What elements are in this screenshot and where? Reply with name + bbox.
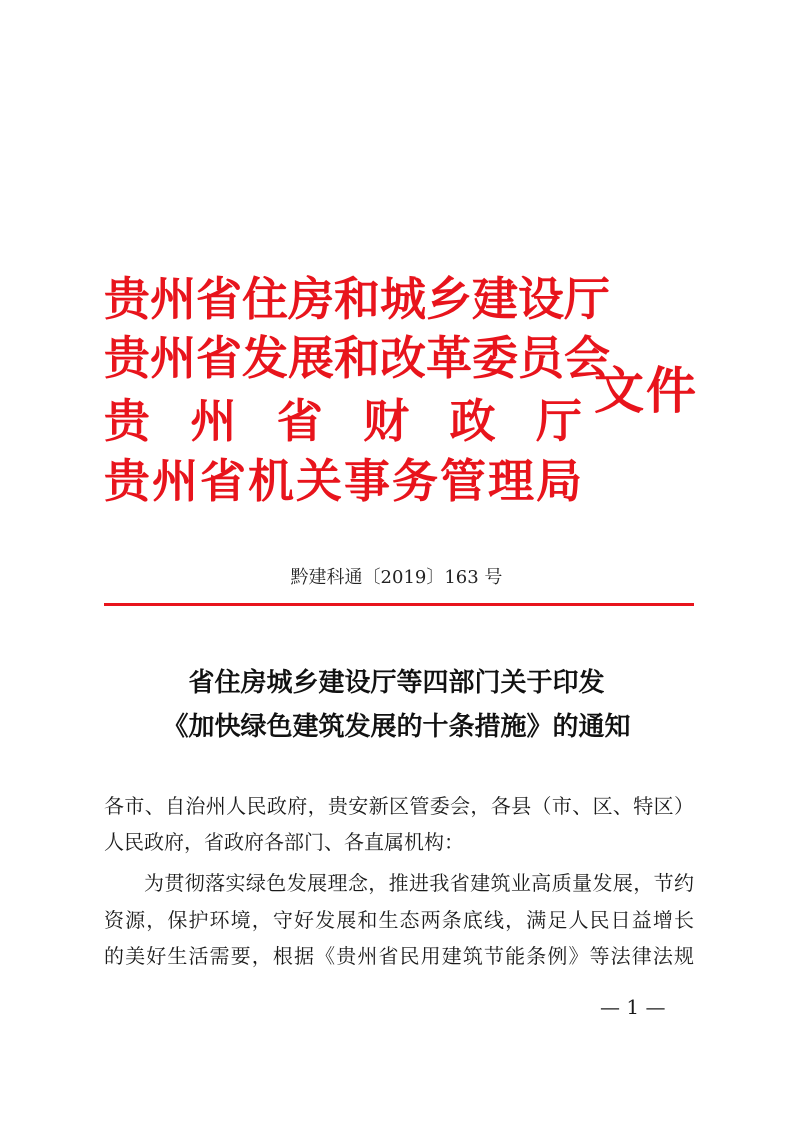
issuer-char: 发	[242, 331, 288, 385]
issuer-char: 省	[196, 272, 242, 326]
issuer-char: 事	[344, 454, 390, 508]
issuer-char: 改	[380, 331, 426, 385]
issuer-char: 务	[392, 454, 438, 508]
issuer-char: 管	[440, 454, 486, 508]
notice-title-line-1: 省住房城乡建设厅等四部门关于印发	[188, 668, 605, 698]
issuer-char: 展	[288, 331, 334, 385]
issuer-char: 住	[242, 272, 288, 326]
recipient-line-2: 人民政府，省政府各部门、各直属机构：	[104, 830, 464, 854]
body-line-3: 的美好生活需要，根据《贵州省民用建筑节能条例》等法律法规	[104, 944, 694, 968]
body-line-1: 为贯彻落实绿色发展理念，推进我省建筑业高质量发展，节约	[144, 871, 694, 895]
issuer-char: 省	[200, 454, 246, 508]
issuer-char: 贵	[104, 454, 150, 508]
notice-title-line-2: 《加快绿色建筑发展的十条措施》的通知	[162, 712, 631, 742]
issuer-char: 乡	[426, 272, 472, 326]
issuer-char: 州	[150, 331, 196, 385]
issuer-char: 关	[296, 454, 342, 508]
document-number: 黔建科通〔2019〕163 号	[290, 567, 503, 588]
issuer-char: 厅	[564, 272, 610, 326]
issuer-char: 局	[536, 454, 582, 508]
recipient-line-1: 各市、自治州人民政府，贵安新区管委会，各县（市、区、特区）	[104, 794, 694, 818]
issuer-char: 和	[334, 272, 380, 326]
issuer-char: 房	[288, 272, 334, 326]
issuer-char: 财	[363, 394, 410, 448]
issuer-char: 贵	[104, 394, 150, 448]
issuer-char: 设	[518, 272, 564, 326]
body-line-2: 资源，保护环境，守好发展和生态两条底线，满足人民日益增长	[104, 908, 694, 932]
issuer-char: 厅	[535, 394, 582, 448]
issuer-char: 革	[426, 331, 472, 385]
issuer-line-affairs-bureau	[104, 453, 582, 509]
issuer-char: 委	[472, 331, 518, 385]
issuer-char: 省	[276, 394, 323, 448]
issuer-char: 员	[518, 331, 564, 385]
issuer-line-finance-dept	[104, 393, 582, 449]
issuer-line-development-commission	[104, 330, 610, 386]
issuer-char: 建	[472, 272, 518, 326]
issuer-char: 贵	[104, 331, 150, 385]
issuer-char: 和	[334, 331, 380, 385]
issuer-char: 会	[564, 331, 610, 385]
issuer-char: 城	[380, 272, 426, 326]
issuer-char: 理	[488, 454, 534, 508]
issuer-char: 机	[248, 454, 294, 508]
issuer-char: 州	[152, 454, 198, 508]
issuer-line-housing-dept	[104, 271, 610, 327]
issuer-char: 省	[196, 331, 242, 385]
page-number: — 1 —	[600, 995, 666, 1019]
issuer-char: 州	[150, 272, 196, 326]
issuer-char: 政	[449, 394, 496, 448]
issuer-char: 州	[190, 394, 237, 448]
issuer-char: 贵	[104, 272, 150, 326]
document-suffix: 文件	[594, 361, 698, 420]
red-divider-line	[104, 603, 694, 606]
